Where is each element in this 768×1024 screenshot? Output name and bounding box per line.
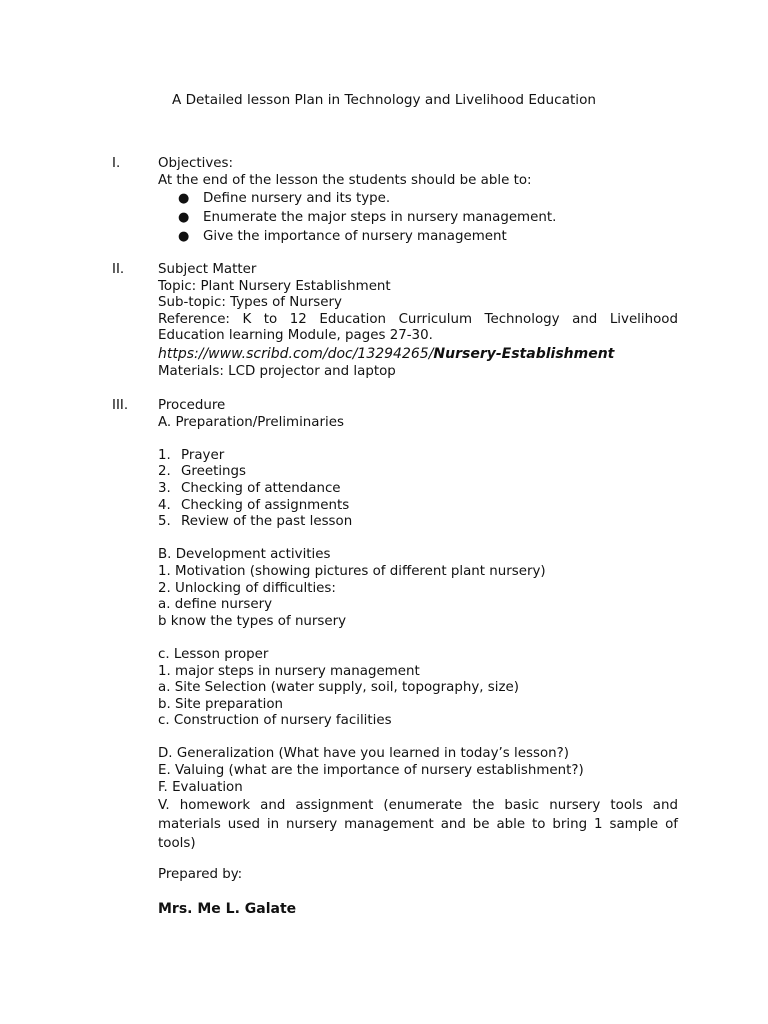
part-c-heading: c. Lesson proper bbox=[158, 646, 269, 662]
list-item: b. Site preparation bbox=[158, 696, 283, 712]
section-numeral-objectives: I. bbox=[112, 156, 121, 171]
materials-line: Materials: LCD projector and laptop bbox=[158, 363, 396, 379]
section-objectives bbox=[158, 156, 678, 246]
objective-item: ● Enumerate the major steps in nursery management. bbox=[178, 210, 557, 226]
list-item: a. Site Selection (water supply, soil, topography, size) bbox=[158, 680, 519, 696]
part-b-heading: B. Development activities bbox=[158, 547, 331, 563]
part-d-line: D. Generalization (What have you learned in today’s lesson?) bbox=[158, 746, 569, 762]
list-item: b know the types of nursery bbox=[158, 613, 347, 629]
reference-line-2: Education learning Module, pages 27-30. bbox=[158, 328, 433, 344]
topic-line: Topic: Plant Nursery Establishment bbox=[158, 278, 391, 294]
part-f-line: F. Evaluation bbox=[158, 779, 243, 795]
list-item: 4. Checking of assignments bbox=[158, 497, 350, 513]
subject-matter-heading: Subject Matter bbox=[158, 262, 257, 277]
objective-item: ● Give the importance of nursery management bbox=[178, 229, 507, 245]
list-item: 2. Unlocking of difficulties: bbox=[158, 580, 336, 596]
part-v-line-2: materials used in nursery management and be able to bring 1 sample of bbox=[158, 817, 678, 833]
section-procedure bbox=[158, 398, 678, 853]
objectives-list bbox=[158, 189, 678, 246]
list-item: 3. Checking of attendance bbox=[158, 480, 341, 496]
list-item: 1. Motivation (showing pictures of different plant nursery) bbox=[158, 563, 546, 579]
bullet-icon: ● bbox=[178, 191, 190, 207]
list-item: 1. Prayer bbox=[158, 447, 225, 463]
section-numeral-subject-matter: II. bbox=[112, 262, 125, 277]
part-v-line-1: V. homework and assignment (enumerate the basic nursery tools and bbox=[158, 798, 678, 814]
section-subject-matter bbox=[158, 262, 678, 381]
list-item: 5. Review of the past lesson bbox=[158, 514, 353, 530]
part-v-line-3: tools) bbox=[158, 836, 196, 852]
bullet-icon: ● bbox=[178, 210, 190, 226]
list-item: a. define nursery bbox=[158, 597, 272, 613]
document-title: A Detailed lesson Plan in Technology and Livelihood Education bbox=[171, 92, 597, 108]
reference-url[interactable]: https://www.scribd.com/doc/13294265/Nursery-Establishment bbox=[158, 345, 615, 362]
procedure-heading: Procedure bbox=[158, 398, 226, 413]
objectives-intro: At the end of the lesson the students should be able to: bbox=[158, 172, 532, 188]
part-e-line: E. Valuing (what are the importance of nursery establishment?) bbox=[158, 763, 584, 779]
teacher-name: Mrs. Me L. Galate bbox=[158, 901, 297, 917]
part-a-heading: A. Preparation/Preliminaries bbox=[158, 414, 344, 430]
preliminaries-list bbox=[158, 448, 678, 531]
objective-item: ● Define nursery and its type. bbox=[178, 191, 391, 207]
list-item: c. Construction of nursery facilities bbox=[158, 713, 392, 729]
prepared-by-label: Prepared by: bbox=[158, 867, 243, 882]
list-item: 2. Greetings bbox=[158, 464, 246, 480]
section-numeral-procedure: III. bbox=[112, 398, 129, 413]
list-item: 1. major steps in nursery management bbox=[158, 663, 420, 679]
reference-line-1: Reference: K to 12 Education Curriculum Technology and Livelihood bbox=[158, 311, 678, 327]
bullet-icon: ● bbox=[178, 229, 190, 245]
subtopic-line: Sub-topic: Types of Nursery bbox=[158, 295, 342, 311]
objectives-heading: Objectives: bbox=[158, 156, 233, 171]
